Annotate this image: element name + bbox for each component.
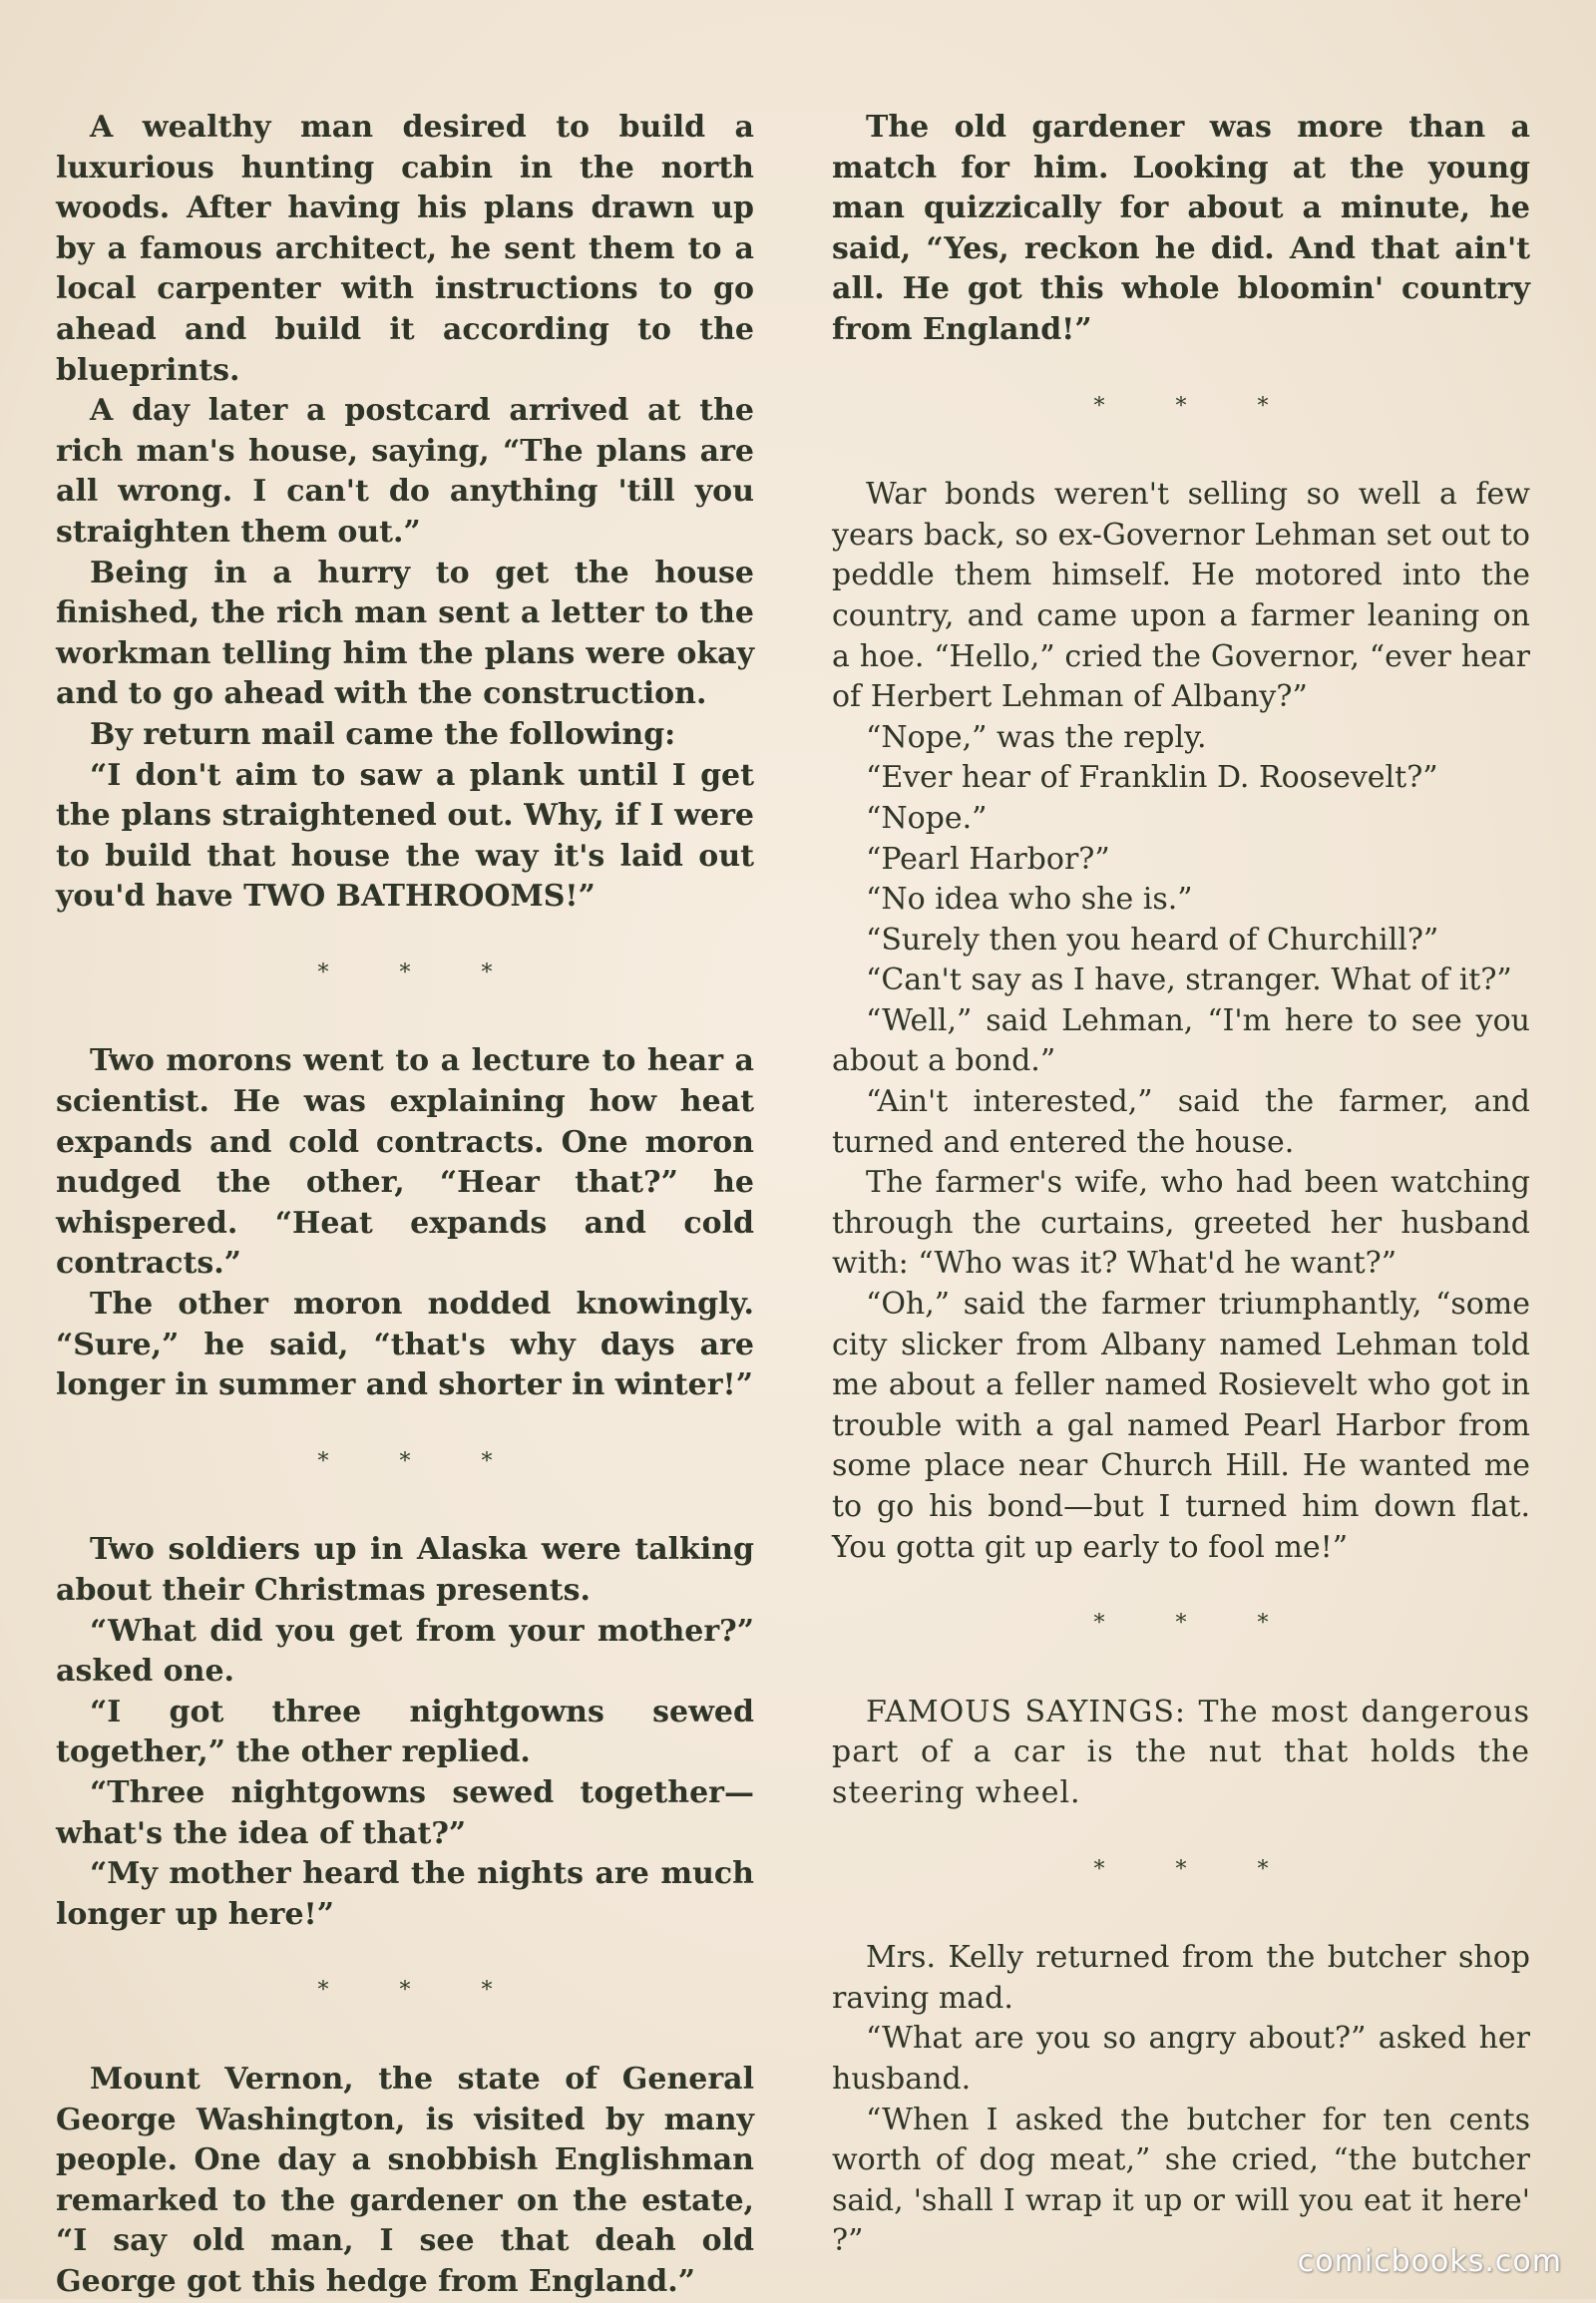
separator-stars: * * * xyxy=(1093,1856,1301,1882)
paragraph: “What are you so angry about?” asked her husband. xyxy=(832,2021,1530,2097)
story-hunting-cabin xyxy=(56,108,754,918)
story-alaska-soldiers xyxy=(56,1530,754,1935)
paragraph: Mount Vernon, the state of General George Washington, is visited by many people. One day a snobbish Englishman remarked to the gardener on the estate, “I say old man, I see that deah old George got this hedge from England.” xyxy=(56,2061,754,2299)
paragraph: “Nope.” xyxy=(866,800,988,836)
paragraph: “Oh,” said the farmer triumphantly, “some city slicker from Albany named Lehman told me about a feller named Rosievelt who got in trouble with a gal named Pearl Harbor from some place near Church Hill. He wanted me to go his bond—but I turned him down flat. You gotta git up early to fool me!” xyxy=(832,1287,1530,1565)
paragraph: “Ever hear of Franklin D. Roosevelt?” xyxy=(866,760,1438,796)
paragraph: “Pearl Harbor?” xyxy=(866,841,1110,877)
paragraph: “I got three nightgowns sewed together,” the other replied. xyxy=(56,1694,754,1770)
paragraph: “Well,” said Lehman, “I'm here to see you about a bond.” xyxy=(832,1002,1530,1079)
paragraph: Mrs. Kelly returned from the butcher shop raving mad. xyxy=(832,1940,1530,2016)
paragraph: FAMOUS SAYINGS: The most dangerous part of a car is the nut that holds the steering wheel. xyxy=(832,1694,1530,1810)
paragraph: “No idea who she is.” xyxy=(866,882,1193,918)
story-mount-vernon-continued xyxy=(832,108,1530,351)
paragraph: “My mother heard the nights are much longer up here!” xyxy=(56,1856,754,1932)
paragraph: Two soldiers up in Alaska were talking about their Christmas presents. xyxy=(56,1532,754,1608)
separator-stars: * * * xyxy=(1093,1611,1301,1637)
paragraph: Being in a hurry to get the house finished, the rich man sent a letter to the workman telling him the plans were okay and to go ahead with the construction. xyxy=(56,555,754,712)
paragraph: Two morons went to a lecture to hear a scientist. He was explaining how heat expands and cold contracts. One moron nudged the other, “Hear that?” he whispered. “Heat expands and cold contracts.” xyxy=(56,1043,754,1282)
separator-stars: * * * xyxy=(317,1978,525,2004)
paragraph: “I don't aim to saw a plank until I get the plans straightened out. Why, if I were to build that house the way it's laid out you'd have TWO BATHROOMS!” xyxy=(56,757,754,915)
paragraph: A day later a postcard arrived at the rich man's house, saying, “The plans are all wrong. I can't do anything 'till you straighten them out.” xyxy=(56,393,754,550)
paragraph: “Can't say as I have, stranger. What of it?” xyxy=(866,962,1512,998)
paragraph: By return mail came the following: xyxy=(90,716,676,752)
paragraph: “Three nightgowns sewed together—what's the idea of that?” xyxy=(56,1774,754,1851)
right-column xyxy=(832,108,1530,2262)
paragraph: The old gardener was more than a match for him. Looking at the young man quizzically for about a minute, he said, “Yes, reckon he did. And that ain't all. He got this whole bloomin' country from England!” xyxy=(832,110,1530,347)
paragraph: The farmer's wife, who had been watching through the curtains, greeted her husband with: “Who was it? What'd he want?” xyxy=(832,1165,1530,1282)
watermark-text: comicbooks.com xyxy=(1297,2244,1562,2279)
paragraph: A wealthy man desired to build a luxurious hunting cabin in the north woods. After having his plans drawn up by a famous architect, he sent them to a local carpenter with instructions to go ahead and build it according to the blueprints. xyxy=(56,110,754,388)
story-two-morons xyxy=(56,1041,754,1405)
paragraph: “Nope,” was the reply. xyxy=(866,719,1207,755)
story-famous-sayings xyxy=(832,1693,1530,1814)
story-mrs-kelly xyxy=(832,1938,1530,2262)
separator-stars: * * * xyxy=(317,960,525,985)
paragraph: “When I asked the butcher for ten cents worth of dog meat,” she cried, “the butcher said, 'shall I wrap it up or will you eat it here' ?” xyxy=(832,2102,1530,2259)
paragraph: The other moron nodded knowingly. “Sure,” he said, “that's why days are longer in summer and shorter in winter!” xyxy=(56,1287,754,1403)
separator-stars: * * * xyxy=(317,1448,525,1474)
paragraph: “Surely then you heard of Churchill?” xyxy=(866,922,1439,958)
left-column xyxy=(56,108,754,2303)
paragraph: “What did you get from your mother?” asked one. xyxy=(56,1613,754,1690)
story-mount-vernon xyxy=(56,2060,754,2303)
story-war-bonds xyxy=(832,475,1530,1568)
separator-stars: * * * xyxy=(1093,393,1301,419)
paragraph: “Ain't interested,” said the farmer, and turned and entered the house. xyxy=(832,1084,1530,1160)
paragraph: War bonds weren't selling so well a few years back, so ex-Governor Lehman set out to peddle them himself. He motored into the country, and came upon a farmer leaning on a hoe. “Hello,” cried the Governor, “ever hear of Herbert Lehman of Albany?” xyxy=(832,477,1530,715)
